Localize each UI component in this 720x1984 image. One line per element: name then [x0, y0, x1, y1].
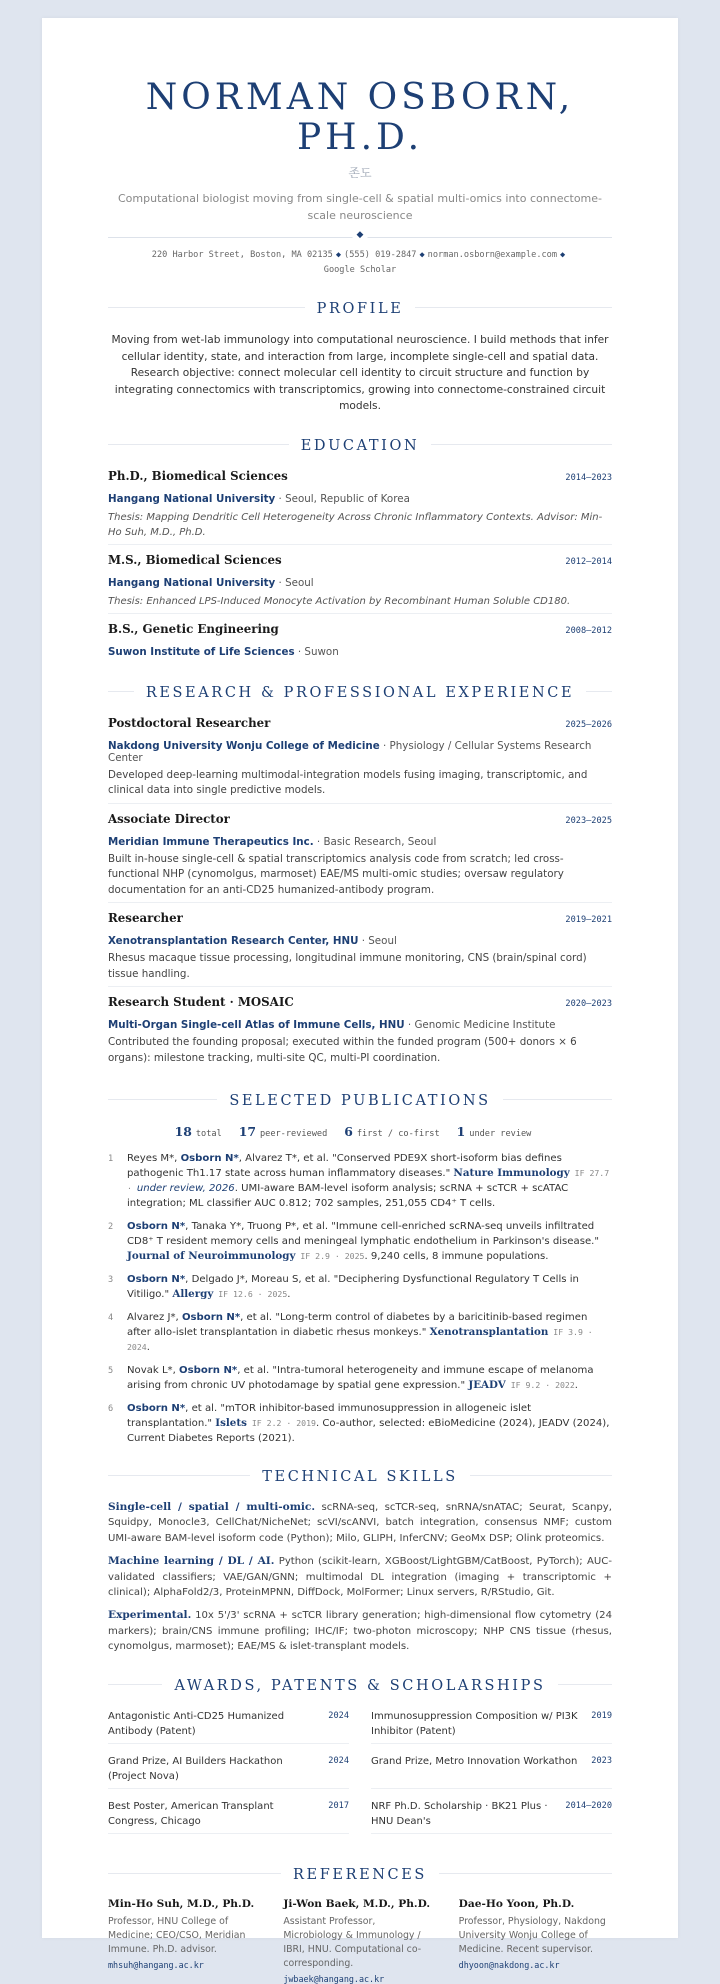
role-description: Rhesus macaque tissue processing, longitudinal immune monitoring, CNS (brain/spinal cord) tissue handling. [108, 952, 587, 980]
pub-authors-pre: Alvarez J*, [127, 1312, 182, 1323]
section-header-awards [108, 1675, 612, 1695]
degree-title: M.S., Biomedical Sciences [108, 552, 282, 567]
skill-category: Experimental. [108, 1609, 192, 1622]
reference-email[interactable]: jwbaek@hangang.ac.kr [283, 1973, 385, 1984]
publication-item [108, 1401, 612, 1446]
award-year: 2024 [328, 1710, 349, 1721]
pub-citation: , Alvarez T*, et al. "Conserved PDE9X short-isoform bias defines pathogenic Th1.17 state across human inflammatory diseases." [127, 1153, 562, 1179]
date-range: 2019–2021 [565, 915, 612, 925]
skill-text: Python (scikit-learn, XGBoost/LightGBM/CatBoost, PyTorch); AUC-validated classifiers; VAE/GAN/GNN; multimodal DL integration (imaging + transcriptomic + clinical); AlphaFold2/3, ProteinMPNN, DiffDock, MolFormer; Linux servers, R/RStudio, Git. [108, 1556, 612, 1599]
institution-name: Hangang National University [108, 492, 276, 505]
publication-item [108, 1363, 612, 1393]
organization-name: Multi-Organ Single-cell Atlas of Immune Cells, HNU [108, 1019, 405, 1031]
pub-note: . UMI-aware BAM-level isoform analysis; scRNA + scTCR + scATAC integration; ML classifier AUC 0.812; 702 samples, 251,055 CD4⁺ T cells. [127, 1183, 569, 1209]
pub-self-author: Osborn N* [181, 1312, 241, 1323]
awards-grid [108, 1709, 612, 1844]
pub-citation: , Tanaka Y*, Truong P*, et al. "Immune cell-enriched scRNA-seq unveils infiltrated CD8⁺ T resident memory cells and meningeal lymphatic endothelium in Parkinson's disease." [127, 1221, 600, 1247]
award-title: Grand Prize, Metro Innovation Workathon [371, 1755, 578, 1767]
section-title: RESEARCH & PROFESSIONAL EXPERIENCE [134, 684, 586, 702]
education-entry [108, 622, 612, 662]
pub-impact: IF 2.9 · 2025 [295, 1251, 365, 1261]
award-title: Immunosuppression Composition w/ PI3K Inhibitor (Patent) [371, 1710, 578, 1737]
publication-list [108, 1151, 612, 1446]
date-range: 2025–2026 [565, 719, 612, 730]
pub-note: . [146, 1342, 150, 1353]
pub-journal[interactable]: JEADV [468, 1379, 506, 1391]
institution-location: · Seoul, Republic of Korea [275, 492, 410, 505]
institution-name: Suwon Institute of Life Sciences [108, 645, 295, 658]
pub-self-author: Osborn N* [127, 1403, 186, 1414]
institution [108, 646, 612, 658]
role-description: Contributed the founding proposal; executed within the funded program (500+ donors × 6 organs): milestone tracking, multi-site QC, multi-PI coordination. [108, 1036, 577, 1064]
experience-entry [108, 812, 612, 904]
pub-note: . Co-author, selected: eBioMedicine (2024), JEADV (2024), Current Diabetes Reports (2021). [127, 1418, 610, 1444]
institution-name: Hangang National University [108, 576, 276, 589]
role-description: Built in-house single-cell & spatial transcriptomics analysis code from scratch; led cross-functional NHP (cynomolgus, marmoset) EAE/MS multi-omic studies; oversaw regulatory documentation for an anti-CD25 humanized-antibody program. [108, 852, 564, 896]
header-divider [108, 230, 612, 244]
organization-name: Xenotransplantation Research Center, HNU [108, 935, 359, 947]
resume-header [108, 78, 612, 278]
publication-item [108, 1151, 612, 1211]
skill-group [108, 1608, 612, 1654]
publication-stats [108, 1124, 612, 1139]
pub-journal[interactable]: Allergy [172, 1288, 214, 1300]
publication-item [108, 1272, 612, 1302]
section-title: PROFILE [305, 300, 416, 318]
experience-list [108, 716, 612, 1071]
experience-entry [108, 716, 612, 804]
reference-email[interactable]: mhsuh@hangang.ac.kr [108, 1959, 204, 1970]
pub-citation: , Delgado J*, Moreau S, et al. "Deciphering Dysfunctional Regulatory T Cells in Vitiligo." [127, 1274, 579, 1300]
pub-authors-pre: Novak L*, [127, 1365, 180, 1376]
skill-category: Machine learning / DL / AI. [108, 1555, 275, 1568]
stat-number: 18 [174, 1124, 192, 1139]
stat-number: 6 [344, 1124, 353, 1139]
organization [108, 1019, 612, 1031]
degree-title: Ph.D., Biomedical Sciences [108, 468, 288, 483]
section-header-skills [108, 1466, 612, 1486]
pub-impact: IF 27.7 · [127, 1168, 610, 1193]
skill-text: 10x 5'/3' scRNA + scTCR library generation; high-dimensional flow cytometry (24 markers); brain/CNS immune profiling; IHC/IF; two-photon microscopy; NHP CNS tissue (rhesus, cynomolgus, marmoset); EAE/MS & islet-transplant models. [108, 1610, 612, 1653]
reference-card [283, 1898, 436, 1984]
organization-detail: · Seoul [358, 935, 397, 947]
section-header-education [108, 435, 612, 455]
pub-status: under review, 2026 [136, 1183, 235, 1194]
pub-authors-pre: Reyes M*, [127, 1153, 181, 1164]
award-year: 2024 [328, 1755, 349, 1766]
profile-text: Moving from wet-lab immunology into computational neuroscience. I build methods that infer cellular identity, state, and interaction from large, incomplete single-cell and spatial data. Research objective: connect molecular cell identity to circuit structure and function by integrating connectomics with transcriptomics, growing into connectome-constrained circuit models. [111, 334, 609, 412]
pub-journal[interactable]: Nature Immunology [453, 1167, 570, 1179]
diamond-separator-icon: ◆ [560, 250, 566, 260]
reference-card [459, 1898, 612, 1984]
role-description: Developed deep-learning multimodal-integration models fusing imaging, transcriptomic, and clinical data into single predictive models. [108, 768, 588, 796]
reference-card [108, 1898, 261, 1984]
pub-note: . [287, 1289, 291, 1300]
award-title: Antagonistic Anti-CD25 Humanized Antibody (Patent) [108, 1710, 285, 1737]
reference-description: Professor, HNU College of Medicine; CEO/CSO, Meridian Immune. Ph.D. advisor. [108, 1915, 246, 1955]
section-header-experience [108, 682, 612, 702]
date-range: 2014–2023 [565, 472, 612, 483]
tagline: Computational biologist moving from single-cell & spatial multi-omics into connectome-scale neuroscience [118, 192, 602, 222]
stat-label: first / co-first [356, 1129, 440, 1139]
organization-detail: · Physiology / Cellular Systems Research Center [108, 739, 592, 764]
pub-number: 5 [108, 1366, 114, 1376]
institution-location: · Suwon [294, 645, 339, 658]
section-header-publications [108, 1090, 612, 1110]
pub-impact: IF 3.9 · 2024 [127, 1327, 593, 1352]
pub-number: 3 [108, 1275, 114, 1285]
thesis-note: Thesis: Enhanced LPS-Induced Monocyte Activation by Recombinant Human Soluble CD180. [108, 595, 571, 607]
pub-impact: IF 12.6 · 2025 [213, 1289, 288, 1299]
reference-name: Dae-Ho Yoon, Ph.D. [458, 1897, 575, 1910]
role-title: Research Student · MOSAIC [108, 995, 294, 1009]
diamond-separator-icon: ◆ [335, 250, 342, 260]
pub-impact: IF 9.2 · 2022 [505, 1380, 575, 1390]
publication-item [108, 1310, 612, 1355]
pub-self-author: Osborn N* [127, 1274, 186, 1285]
pub-self-author: Osborn N* [127, 1221, 186, 1232]
award-item [108, 1799, 349, 1834]
institution [108, 577, 612, 589]
stat-label: peer-reviewed [259, 1129, 328, 1139]
role-title: Postdoctoral Researcher [108, 715, 271, 730]
organization-detail: · Genomic Medicine Institute [404, 1019, 556, 1031]
experience-entry [108, 911, 612, 987]
stat-number: 17 [238, 1124, 256, 1139]
award-year: 2017 [328, 1800, 349, 1811]
section-title: REFERENCES [281, 1866, 439, 1884]
award-item [371, 1709, 612, 1744]
date-range: 2012–2014 [565, 556, 612, 567]
thesis-note: Thesis: Mapping Dendritic Cell Heterogeneity Across Chronic Inflammatory Contexts. Advisor: Min-Ho Suh, M.D., Ph.D. [108, 511, 603, 538]
pub-citation: , et al. "Long-term control of diabetes by a baricitinib-based regimen after allo-islet transplantation in diabetic rhesus monkeys." [127, 1312, 588, 1338]
organization-detail: · Basic Research, Seoul [313, 835, 437, 848]
contact-address: 220 Harbor Street, Boston, MA 02135 [151, 250, 333, 260]
hangul-name: 존도 [348, 166, 372, 180]
organization [108, 740, 612, 764]
name-line-1: NORMAN OSBORN, [145, 77, 575, 118]
name-title [108, 78, 612, 158]
award-item [371, 1799, 612, 1834]
reference-name: Min-Ho Suh, M.D., Ph.D. [108, 1897, 255, 1910]
award-year: 2019 [591, 1710, 612, 1721]
pub-self-author: Osborn N* [179, 1365, 238, 1376]
date-range: 2023–2025 [565, 815, 612, 826]
role-title: Researcher [108, 911, 183, 925]
stat-label: under review [469, 1129, 532, 1139]
skills-list [108, 1500, 612, 1655]
award-item [371, 1754, 612, 1789]
date-range: 2020–2023 [565, 999, 612, 1009]
reference-description: Professor, Physiology, Nakdong University Wonju College of Medicine. Recent supervisor. [458, 1915, 606, 1955]
google-scholar-link[interactable]: Google Scholar [323, 265, 397, 275]
pub-journal[interactable]: Journal of Neuroimmunology [127, 1250, 296, 1262]
pub-number: 2 [108, 1222, 114, 1232]
skill-category: Single-cell / spatial / multi-omic. [108, 1501, 316, 1513]
section-title: SELECTED PUBLICATIONS [217, 1092, 502, 1110]
publication-item [108, 1219, 612, 1264]
institution-location: · Seoul [275, 576, 314, 589]
award-item [108, 1754, 349, 1789]
pub-number: 4 [108, 1313, 114, 1323]
skill-group [108, 1554, 612, 1600]
name-line-2: PH.D. [296, 117, 424, 158]
date-range: 2008–2012 [565, 625, 612, 636]
pub-note: . 9,240 cells, 8 immune populations. [364, 1251, 549, 1262]
education-list [108, 469, 612, 662]
stat-label: total [195, 1129, 222, 1139]
organization [108, 935, 612, 947]
award-year: 2014–2020 [565, 1800, 612, 1811]
reference-email[interactable]: dhyoon@nakdong.ac.kr [458, 1959, 560, 1970]
pub-journal[interactable]: Xenotransplantation [429, 1326, 549, 1338]
pub-citation: , et al. "mTOR inhibitor-based immunosuppression in allogeneic islet transplantation." [127, 1403, 532, 1429]
experience-entry [108, 995, 612, 1070]
education-entry [108, 469, 612, 545]
degree-title: B.S., Genetic Engineering [108, 621, 279, 636]
resume-page [42, 18, 678, 1984]
section-title: AWARDS, PATENTS & SCHOLARSHIPS [162, 1677, 557, 1695]
contact-email[interactable]: norman.osborn@example.com [427, 250, 558, 260]
section-title: TECHNICAL SKILLS [250, 1468, 470, 1486]
skill-text: scRNA-seq, scTCR-seq, snRNA/snATAC; Seurat, Scanpy, Squidpy, Monocle3, CellChat/NicheNet; scVI/scANVI, batch integration, consensus NMF; custom UMI-aware BAM-level isoform code (Python); Milo, GLIPH, InferCNV; GeoMx DSP; Olink proteomics. [108, 1502, 612, 1544]
reference-name: Ji-Won Baek, M.D., Ph.D. [283, 1897, 431, 1910]
section-header-profile [108, 298, 612, 318]
pub-citation: , et al. "Intra-tumoral heterogeneity and immune escape of melanoma arising from chronic UV photodamage by spatial gene expression." [127, 1365, 594, 1391]
institution [108, 493, 612, 505]
skill-group [108, 1500, 612, 1546]
pub-number: 6 [108, 1404, 114, 1414]
award-item [108, 1709, 349, 1744]
section-title: EDUCATION [289, 437, 432, 455]
role-title: Associate Director [108, 811, 230, 826]
section-header-references [108, 1864, 612, 1884]
pub-impact: IF 2.2 · 2019 [246, 1418, 316, 1428]
organization-name: Nakdong University Wonju College of Medicine [108, 739, 380, 752]
award-title: Best Poster, American Transplant Congress, Chicago [108, 1800, 274, 1827]
organization-name: Meridian Immune Therapeutics Inc. [108, 835, 314, 848]
reference-description: Assistant Professor, Microbiology & Immunology / IBRI, HNU. Computational co-corresponding. [283, 1915, 422, 1969]
education-entry [108, 553, 612, 614]
contact-line [108, 248, 612, 278]
award-title: NRF Ph.D. Scholarship · BK21 Plus · HNU Dean's [371, 1800, 548, 1827]
stat-number: 1 [456, 1124, 466, 1139]
pub-journal[interactable]: Islets [215, 1417, 247, 1429]
award-year: 2023 [591, 1755, 612, 1766]
diamond-icon: ◆ [353, 230, 368, 240]
award-title: Grand Prize, AI Builders Hackathon (Project Nova) [108, 1755, 283, 1782]
pub-number: 1 [108, 1154, 114, 1164]
references-grid [108, 1898, 612, 1984]
diamond-separator-icon: ◆ [419, 250, 425, 260]
pub-note: . [574, 1380, 579, 1391]
contact-phone[interactable]: (555) 019-2847 [344, 250, 417, 260]
organization [108, 836, 612, 848]
pub-self-author: Osborn N* [180, 1153, 239, 1164]
